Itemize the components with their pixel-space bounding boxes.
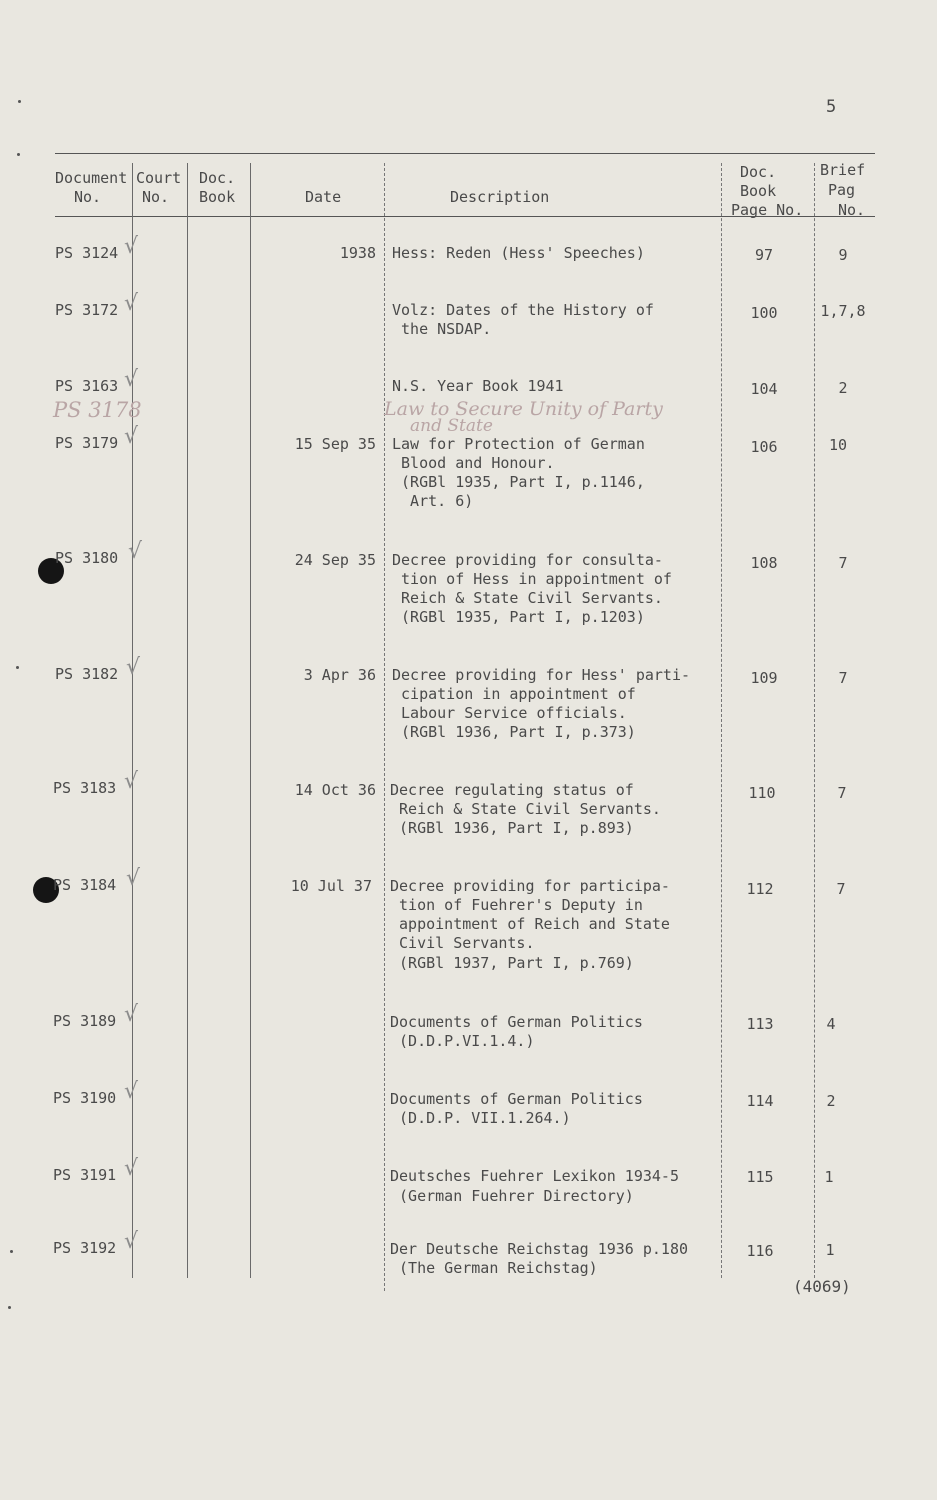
book-page-number: 106: [750, 438, 778, 456]
check-mark-icon: √: [124, 1079, 139, 1104]
description-line: (RGBl 1935, Part I, p.1146,: [392, 473, 645, 491]
header-label: No.: [74, 188, 102, 206]
handwritten-description: Law to Secure Unity of Party: [384, 398, 663, 420]
description-line: Law for Protection of German: [392, 435, 645, 453]
book-page-number: 116: [746, 1242, 774, 1260]
document-date: 1938: [339, 244, 376, 262]
description-line: Decree providing for consulta-: [392, 551, 663, 569]
margin-speck: [16, 666, 19, 669]
document-number: PS 3192: [53, 1239, 117, 1257]
description-line: Decree providing for Hess' parti-: [392, 666, 691, 684]
description-line: appointment of Reich and State: [390, 915, 670, 933]
document-number: PS 3179: [55, 434, 119, 452]
book-page-number: 100: [750, 304, 778, 322]
page-number: 5: [826, 97, 837, 117]
brief-page-number: 2: [826, 1092, 836, 1110]
document-date: 3 Apr 36: [303, 666, 376, 684]
description-line: N.S. Year Book 1941: [392, 377, 564, 395]
description-line: Blood and Honour.: [392, 454, 555, 472]
description-line: (RGBl 1936, Part I, p.373): [392, 723, 636, 741]
margin-speck: [18, 100, 21, 103]
description-line: Documents of German Politics: [390, 1013, 643, 1031]
handwritten-doc-number: PS 3178: [53, 398, 142, 422]
document-date: 14 Oct 36: [294, 781, 376, 799]
description-line: tion of Hess in appointment of: [392, 570, 672, 588]
header-label: No.: [142, 188, 170, 206]
book-page-number: 110: [748, 784, 776, 802]
check-mark-icon: √: [124, 769, 139, 794]
check-mark-icon: √: [128, 539, 143, 564]
brief-page-number: 10: [828, 436, 848, 454]
document-number: PS 3172: [55, 301, 119, 319]
document-number: PS 3184: [53, 876, 117, 894]
book-page-number: 113: [746, 1015, 774, 1033]
margin-speck: [17, 153, 20, 156]
column-divider-court: [132, 163, 133, 1278]
book-page-number: 108: [750, 554, 778, 572]
description-line: (German Fuehrer Directory): [390, 1187, 634, 1205]
check-mark-icon: √: [124, 234, 139, 259]
header-top-rule: [55, 153, 875, 154]
header-label: No.: [838, 201, 866, 219]
brief-page-number: 7: [838, 669, 848, 687]
brief-page-number: 1: [824, 1168, 834, 1186]
footer-note: (4069): [793, 1277, 851, 1296]
document-number: PS 3190: [53, 1089, 117, 1107]
book-page-number: 114: [746, 1092, 774, 1110]
check-mark-icon: √: [126, 655, 141, 680]
header-label: Book: [199, 188, 236, 206]
brief-page-number: 4: [826, 1015, 836, 1033]
header-label: Book: [740, 182, 777, 200]
header-label: Doc.: [199, 169, 236, 187]
header-date: Date: [305, 188, 342, 206]
brief-page-number: 9: [838, 246, 848, 264]
header-label: Page No.: [731, 201, 804, 219]
book-page-number: 97: [754, 246, 774, 264]
description-line: Civil Servants.: [390, 934, 535, 952]
column-divider-date: [250, 163, 251, 1278]
description-line: Der Deutsche Reichstag 1936 p.180: [390, 1240, 689, 1258]
description-line: Deutsches Fuehrer Lexikon 1934-5: [390, 1167, 679, 1185]
description-line: (RGBl 1936, Part I, p.893): [390, 819, 634, 837]
document-date: 10 Jul 37: [290, 877, 372, 895]
header-description: Description: [450, 188, 550, 206]
document-date: 24 Sep 35: [294, 551, 376, 569]
handwritten-description: and State: [410, 416, 493, 436]
check-mark-icon: √: [124, 367, 139, 392]
document-number: PS 3189: [53, 1012, 117, 1030]
description-line: cipation in appointment of: [392, 685, 636, 703]
book-page-number: 104: [750, 380, 778, 398]
description-line: Reich & State Civil Servants.: [392, 589, 663, 607]
book-page-number: 115: [746, 1168, 774, 1186]
document-number: PS 3163: [55, 377, 119, 395]
brief-page-number: 7: [837, 784, 847, 802]
header-label: Pag: [828, 181, 856, 199]
description-line: Decree providing for participa-: [390, 877, 670, 895]
header-label: Doc.: [740, 163, 777, 181]
column-divider-book: [187, 163, 188, 1278]
check-mark-icon: √: [126, 866, 141, 891]
description-line: Decree regulating status of: [390, 781, 634, 799]
book-page-number: 109: [750, 669, 778, 687]
check-mark-icon: √: [124, 291, 139, 316]
description-line: Labour Service officials.: [392, 704, 627, 722]
check-mark-icon: √: [124, 424, 139, 449]
margin-speck: [10, 1250, 13, 1253]
column-divider-page: [721, 163, 722, 1278]
description-line: Hess: Reden (Hess' Speeches): [392, 244, 645, 262]
brief-page-number: 7: [836, 880, 846, 898]
check-mark-icon: √: [124, 1156, 139, 1181]
brief-page-number: 1: [825, 1241, 835, 1259]
margin-speck: [8, 1306, 11, 1309]
description-line: Reich & State Civil Servants.: [390, 800, 661, 818]
description-line: Volz: Dates of the History of: [392, 301, 654, 319]
description-line: the NSDAP.: [392, 320, 492, 338]
description-line: (D.D.P. VII.1.264.): [390, 1109, 571, 1127]
document-number: PS 3180: [55, 549, 119, 567]
brief-page-number: 2: [838, 379, 848, 397]
brief-page-number: 7: [838, 554, 848, 572]
description-line: Documents of German Politics: [390, 1090, 643, 1108]
brief-page-number: 1,7,8: [820, 302, 866, 320]
header-label: Brief: [820, 161, 866, 179]
description-line: (RGBl 1935, Part I, p.1203): [392, 608, 645, 626]
document-number: PS 3124: [55, 244, 119, 262]
description-line: tion of Fuehrer's Deputy in: [390, 896, 643, 914]
check-mark-icon: √: [124, 1002, 139, 1027]
description-line: (RGBl 1937, Part I, p.769): [390, 954, 634, 972]
description-line: (The German Reichstag): [390, 1259, 598, 1277]
document-number: PS 3182: [55, 665, 119, 683]
description-line: (D.D.P.VI.1.4.): [390, 1032, 535, 1050]
document-number: PS 3191: [53, 1166, 117, 1184]
description-line: Art. 6): [392, 492, 474, 510]
document-date: 15 Sep 35: [294, 435, 376, 453]
book-page-number: 112: [746, 880, 774, 898]
document-number: PS 3183: [53, 779, 117, 797]
check-mark-icon: √: [124, 1229, 139, 1254]
column-divider-description: [384, 163, 385, 1291]
header-label: Court: [136, 169, 182, 187]
header-label: Document: [55, 169, 128, 187]
